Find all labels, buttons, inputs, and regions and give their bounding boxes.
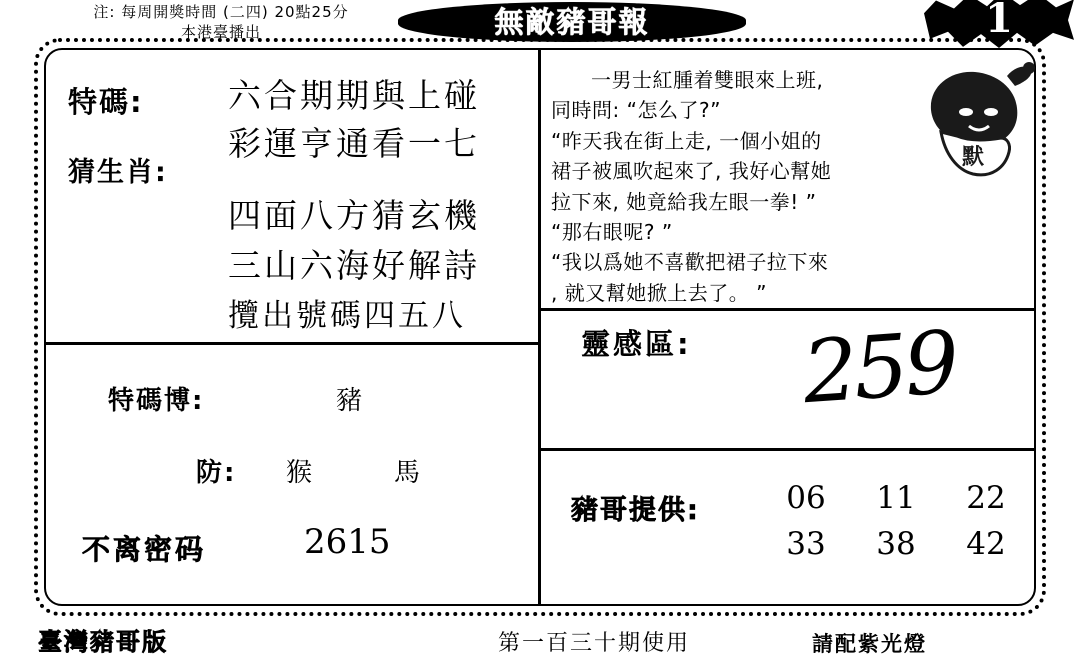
left-column <box>46 50 538 604</box>
lucky-number: 06 <box>786 480 826 516</box>
joke-line-3: “昨天我在街上走, 一個小姐的 <box>551 128 822 153</box>
left-horizontal-divider <box>46 342 538 345</box>
temabo-value: 豬 <box>336 386 365 416</box>
temabo-label: 特碼博: <box>108 386 205 416</box>
verse-line-3: 四面八方猜玄機 <box>228 196 480 235</box>
joke-line-6: “那右眼呢? ” <box>551 219 673 244</box>
lucky-numbers-row <box>771 480 1021 516</box>
inspiration-value: 259 <box>799 312 959 424</box>
fang-value-1: 猴 <box>286 458 313 488</box>
verse-line-1: 六合期期與上碰 <box>228 76 480 115</box>
fang-label: 防: <box>196 458 237 488</box>
inspiration-label: 靈感區: <box>581 327 692 361</box>
footer-left: 臺灣豬哥版 <box>38 628 168 656</box>
lucky-number: 33 <box>786 526 826 562</box>
lucky-number: 22 <box>966 480 1006 516</box>
joke-line-8: , 就又幫她掀上去了。 ” <box>551 280 767 305</box>
verse-line-2: 彩運亨通看一七 <box>228 124 480 163</box>
right-divider-1 <box>541 308 1036 311</box>
footer-center: 第一百三十期使用 <box>498 631 691 656</box>
joke-line-5: 拉下來, 她竟給我左眼一拳! ” <box>551 189 817 214</box>
lucky-numbers-row <box>771 526 1021 562</box>
footer-right: 請配紫光燈 <box>812 632 927 656</box>
joke-line-4: 裙子被風吹起來了, 我好心幫她 <box>551 159 832 184</box>
joke-line-7: “我以爲她不喜歡把裙子拉下來 <box>551 250 829 275</box>
right-divider-2 <box>541 448 1036 451</box>
joke-text <box>551 66 1021 309</box>
joke-line-1: 一男士紅腫着雙眼來上班, <box>591 68 824 92</box>
broadcast-note-line1: 注: 每周開獎時間 (二四) 20點25分 <box>93 3 349 21</box>
broadcast-note-line2: 本港臺播出 <box>180 23 261 42</box>
provider-label: 豬哥提供: <box>571 495 700 526</box>
joke-line-2: 同時問: “怎么了?” <box>551 98 721 123</box>
right-column <box>541 50 1036 604</box>
secret-code-label: 不离密码 <box>82 533 207 566</box>
broadcast-note <box>46 2 396 43</box>
masthead-title: 無敵豬哥報 <box>494 5 650 39</box>
lucky-number: 42 <box>966 526 1006 562</box>
fang-value-2: 馬 <box>394 458 421 488</box>
tema-label: 特碼: <box>68 85 144 119</box>
corner-number: 1 <box>985 0 1013 42</box>
svg-text:默: 默 <box>961 145 985 170</box>
verse-line-4: 三山六海好解詩 <box>228 246 480 285</box>
verse-line-5: 攬出號碼四五八 <box>228 298 466 334</box>
lucky-numbers <box>771 480 1021 572</box>
lucky-number: 11 <box>876 480 916 516</box>
lucky-number: 38 <box>876 526 916 562</box>
caishengxiao-label: 猜生肖: <box>68 157 168 188</box>
secret-code-value: 2615 <box>304 522 391 562</box>
